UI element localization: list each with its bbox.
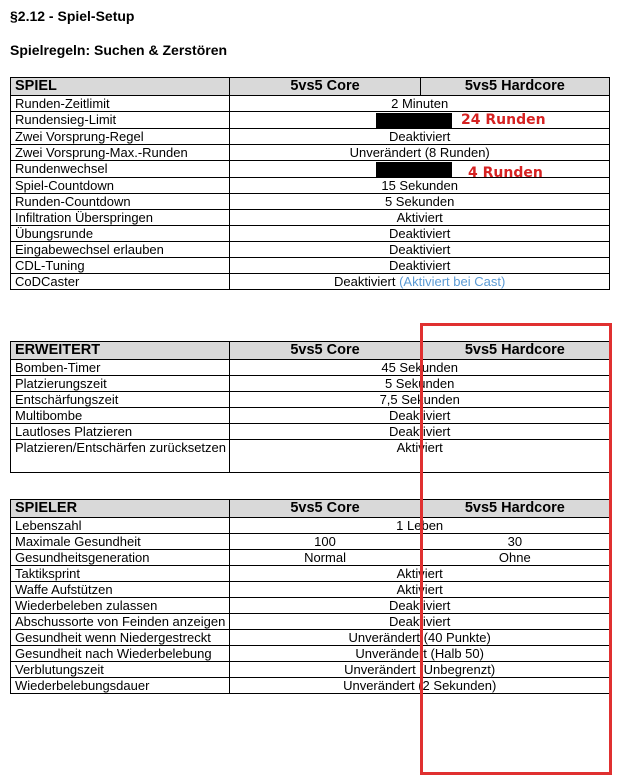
row-label: Rundensieg-Limit bbox=[11, 112, 230, 129]
hardcore-value: Ohne bbox=[420, 550, 609, 566]
row-value: Aktiviert bbox=[230, 566, 610, 582]
row-value: 15 Sekunden bbox=[230, 178, 610, 194]
row-label: Spiel-Countdown bbox=[11, 178, 230, 194]
row-label: Wiederbelebungsdauer bbox=[11, 678, 230, 694]
table-row bbox=[11, 145, 610, 161]
row-label: Gesundheitsgeneration bbox=[11, 550, 230, 566]
table-row bbox=[11, 194, 610, 210]
header-category: SPIEL bbox=[11, 78, 230, 96]
row-label: Zwei Vorsprung-Regel bbox=[11, 129, 230, 145]
row-label: Rundenwechsel bbox=[11, 161, 230, 178]
row-value: Aktiviert bbox=[230, 440, 610, 473]
row-value: Unverändert (Halb 50) bbox=[230, 646, 610, 662]
row-value: Aktiviert bbox=[230, 582, 610, 598]
row-label: Bomben-Timer bbox=[11, 360, 230, 376]
game-settings-table bbox=[10, 77, 610, 290]
hardcore-highlight-frame bbox=[420, 323, 612, 775]
row-label: Waffe Aufstützen bbox=[11, 582, 230, 598]
redacted-value bbox=[230, 112, 610, 129]
row-value bbox=[230, 274, 610, 290]
row-value: Deaktiviert bbox=[230, 226, 610, 242]
row-label: Entschärfungszeit bbox=[11, 392, 230, 408]
row-label: Abschussorte von Feinden anzeigen bbox=[11, 614, 230, 630]
table-row bbox=[11, 258, 610, 274]
row-value: Aktiviert bbox=[230, 210, 610, 226]
table-row bbox=[11, 274, 610, 290]
row-label: Wiederbeleben zulassen bbox=[11, 598, 230, 614]
row-value: Deaktiviert bbox=[230, 614, 610, 630]
table-row bbox=[11, 210, 610, 226]
hardcore-value: 30 bbox=[420, 534, 609, 550]
row-label: CDL-Tuning bbox=[11, 258, 230, 274]
row-value: Deaktiviert bbox=[230, 424, 610, 440]
row-label: CoDCaster bbox=[11, 274, 230, 290]
value-text: Deaktiviert bbox=[334, 274, 396, 290]
row-value: Unverändert (Unbegrenzt) bbox=[230, 662, 610, 678]
row-label: Verblutungszeit bbox=[11, 662, 230, 678]
header-core: 5vs5 Core bbox=[230, 342, 420, 360]
table-row bbox=[11, 226, 610, 242]
row-label: Gesundheit nach Wiederbelebung bbox=[11, 646, 230, 662]
row-value: 1 Leben bbox=[230, 518, 610, 534]
header-hardcore: 5vs5 Hardcore bbox=[420, 342, 609, 360]
row-label: Zwei Vorsprung-Max.-Runden bbox=[11, 145, 230, 161]
row-value: Deaktiviert bbox=[230, 129, 610, 145]
row-label: Runden-Countdown bbox=[11, 194, 230, 210]
row-value: 5 Sekunden bbox=[230, 194, 610, 210]
row-value: Unverändert (40 Punkte) bbox=[230, 630, 610, 646]
row-value: 2 Minuten bbox=[230, 96, 610, 112]
row-label: Taktiksprint bbox=[11, 566, 230, 582]
row-value: Deaktiviert bbox=[230, 598, 610, 614]
value-note: (Aktiviert bei Cast) bbox=[399, 274, 506, 290]
redacted-value bbox=[230, 161, 610, 178]
row-label: Platzierungszeit bbox=[11, 376, 230, 392]
redaction-box bbox=[376, 113, 452, 128]
table-row bbox=[11, 242, 610, 258]
section-title: §2.12 - Spiel-Setup bbox=[10, 8, 135, 24]
row-label: Platzieren/Entschärfen zurücksetzen bbox=[11, 440, 230, 473]
row-value: Unverändert (8 Runden) bbox=[230, 145, 610, 161]
row-label: Multibombe bbox=[11, 408, 230, 424]
row-label: Maximale Gesundheit bbox=[11, 534, 230, 550]
row-value: Deaktiviert bbox=[230, 258, 610, 274]
row-label: Übungsrunde bbox=[11, 226, 230, 242]
header-hardcore: 5vs5 Hardcore bbox=[420, 78, 609, 96]
header-core: 5vs5 Core bbox=[230, 78, 420, 96]
header-category: ERWEITERT bbox=[11, 342, 230, 360]
row-label: Lautloses Platzieren bbox=[11, 424, 230, 440]
row-label: Lebenszahl bbox=[11, 518, 230, 534]
header-hardcore: 5vs5 Hardcore bbox=[420, 500, 609, 518]
row-label: Infiltration Überspringen bbox=[11, 210, 230, 226]
row-value: 45 Sekunden bbox=[230, 360, 610, 376]
rounds-limit-annotation: 24 Runden bbox=[461, 112, 546, 128]
row-value: 5 Sekunden bbox=[230, 376, 610, 392]
row-label: Gesundheit wenn Niedergestreckt bbox=[11, 630, 230, 646]
row-label: Runden-Zeitlimit bbox=[11, 96, 230, 112]
table-row bbox=[11, 129, 610, 145]
table-row bbox=[11, 96, 610, 112]
row-value: 7,5 Sekunden bbox=[230, 392, 610, 408]
round-change-annotation: 4 Runden bbox=[468, 165, 543, 181]
redaction-box bbox=[376, 162, 452, 177]
row-value: Deaktiviert bbox=[230, 408, 610, 424]
row-label: Eingabewechsel erlauben bbox=[11, 242, 230, 258]
table-header-row bbox=[11, 78, 610, 96]
ruleset-subtitle: Spielregeln: Suchen & Zerstören bbox=[10, 42, 228, 58]
row-value: Deaktiviert bbox=[230, 242, 610, 258]
row-value: Unverändert (2 Sekunden) bbox=[230, 678, 610, 694]
core-value: 100 bbox=[230, 534, 420, 550]
core-value: Normal bbox=[230, 550, 420, 566]
header-core: 5vs5 Core bbox=[230, 500, 420, 518]
header-category: SPIELER bbox=[11, 500, 230, 518]
